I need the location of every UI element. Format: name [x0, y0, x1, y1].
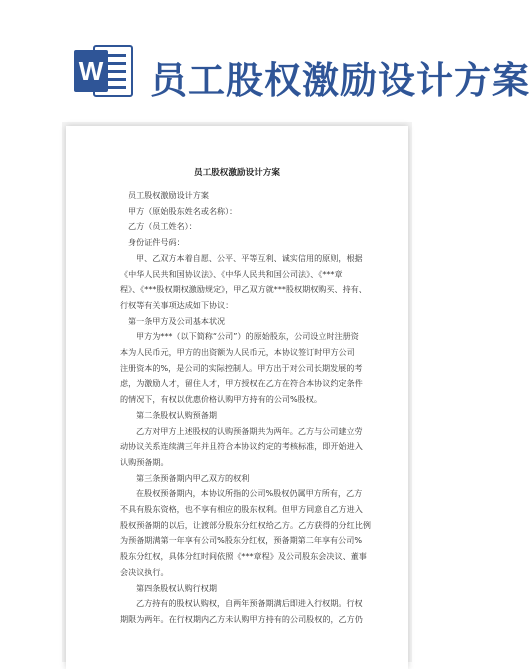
- word-icon: [72, 40, 134, 102]
- doc-line: 《中华人民共和国协议法》、《中华人民共和国公司法》、《***章: [120, 268, 343, 279]
- word-icon-letter: W: [78, 56, 104, 86]
- doc-line: 本为人民币元，甲方的出资额为人民币元，本协议签订时甲方公司: [120, 347, 355, 358]
- doc-line: 乙方持有的股权认购权，自两年预备期满后即进入行权期。行权: [136, 598, 363, 609]
- doc-line: 乙方对甲方上述股权的认购预备期共为两年。乙方与公司建立劳: [136, 425, 363, 436]
- doc-line: 不具有股东资格，也不享有相应的股东权利。但甲方同意自乙方进入: [120, 504, 363, 515]
- doc-line: 的情况下，有权以优惠价格认购甲方持有的公司%股权。: [120, 394, 322, 405]
- header-banner: [0, 0, 530, 112]
- doc-line: 在股权预备期内，本协议所指的公司%股权仍属甲方所有，乙方: [136, 488, 363, 499]
- doc-line: 认购预备期。: [120, 456, 169, 467]
- doc-line: 程》、《***股权期权激励规定》，甲乙双方就***股权期权购买、持有、: [120, 284, 367, 295]
- doc-line: 会决议执行。: [120, 566, 169, 577]
- doc-line: 第四条股权认购行权期: [136, 582, 217, 593]
- doc-line: 注册资本的%，是公司的实际控制人。甲方出于对公司长期发展的考: [120, 362, 363, 373]
- doc-line: 第三条预备期内甲乙双方的权利: [136, 472, 250, 483]
- doc-line: 股权预备期的以后，让渡部分股东分红权给乙方。乙方获得的分红比例: [120, 519, 371, 530]
- doc-line: 第二条股权认购预备期: [136, 409, 217, 420]
- doc-line: 身份证件号码：: [128, 237, 185, 248]
- doc-line: 股东分红权，具体分红时间依照《***章程》及公司股东会决议、董事: [120, 551, 367, 562]
- doc-line: 虑，为激励人才，留住人才，甲方授权在乙方在符合本协议约定条件: [120, 378, 363, 389]
- header-title: 员工股权激励设计方案: [150, 59, 530, 102]
- document-body: [120, 188, 370, 628]
- document-page: [66, 126, 408, 669]
- doc-line: 期限为两年。在行权期内乙方未认购甲方持有的公司股权的，乙方仍: [120, 613, 363, 624]
- doc-line: 甲方为***（以下简称“公司”）的原始股东，公司设立时注册资: [136, 331, 359, 342]
- doc-line: 乙方（员工姓名）：: [128, 221, 197, 232]
- document-title: 员工股权激励设计方案: [194, 168, 280, 178]
- doc-line: 员工股权激励设计方案: [128, 190, 209, 200]
- doc-line: 甲方（原始股东姓名或名称）：: [128, 205, 238, 216]
- doc-line: 为预备期满第一年享有公司%股东分红权，预备期第二年享有公司%: [120, 535, 363, 546]
- doc-line: 第一条甲方及公司基本状况: [128, 315, 226, 326]
- doc-line: 行权等有关事项达成如下协议：: [120, 299, 234, 310]
- doc-line: 动协议关系连续满三年并且符合本协议约定的考核标准，即开始进入: [120, 441, 363, 452]
- doc-line: 甲、乙双方本着自愿、公平、平等互利、诚实信用的原则，根据: [136, 252, 363, 263]
